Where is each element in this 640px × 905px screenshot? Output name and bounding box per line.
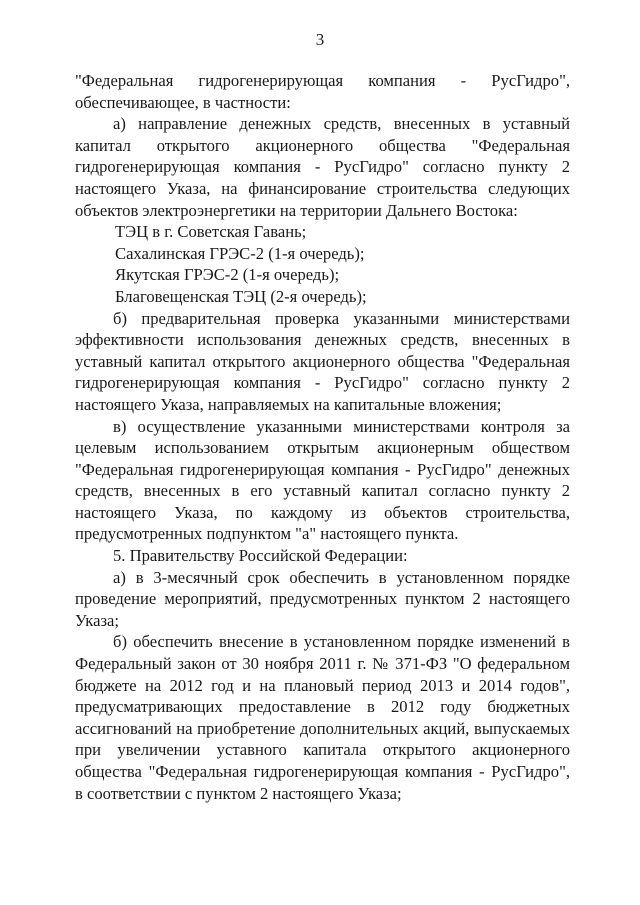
- text-line: уставный капитал открытого акционерного общества "Федеральная: [75, 351, 570, 371]
- text-line: "Федеральная гидрогенерирующая компания - РусГидро" денежных: [75, 459, 570, 479]
- text-line: при увеличении уставного капитала открытого акционерного: [75, 740, 570, 760]
- text-line: Благовещенская ТЭЦ (2-я очередь);: [115, 286, 367, 306]
- text-line: обеспечивающее, в частности:: [75, 92, 291, 112]
- text-line: гидрогенерирующая компания - РусГидро" согласно пункту 2: [75, 157, 570, 177]
- text-line: настоящего Указа, по каждому из объектов строительства,: [75, 502, 570, 522]
- text-line: Указа;: [75, 610, 119, 630]
- text-line: б) обеспечить внесение в установленном порядке изменений в: [113, 632, 570, 652]
- text-line: а) в 3-месячный срок обеспечить в установленном порядке: [113, 567, 570, 587]
- text-line: Якутская ГРЭС-2 (1-я очередь);: [115, 265, 340, 285]
- text-line: предусмотренных подпунктом "а" настоящего пункта.: [75, 524, 459, 544]
- text-line: капитал открытого акционерного общества "Федеральная: [75, 135, 570, 155]
- page-number: 3: [315, 30, 325, 49]
- text-line: общества "Федеральная гидрогенерирующая компания - РусГидро",: [75, 762, 570, 781]
- text-line: а) направление денежных средств, внесенных в уставный: [113, 114, 570, 134]
- text-line: целевым использованием открытым акционерным обществом: [75, 438, 570, 458]
- text-line: в) осуществление указанными министерствами контроля за: [113, 416, 570, 436]
- text-line: настоящего Указа, направляемых на капитальные вложения;: [75, 394, 502, 414]
- text-line: "Федеральная гидрогенерирующая компания - РусГидро",: [75, 71, 570, 90]
- text-line: настоящего Указа, на финансирование строительства следующих: [75, 178, 570, 198]
- text-line: объектов электроэнергетики на территории Дальнего Востока:: [75, 200, 518, 220]
- text-line: 5. Правительству Российской Федерации:: [113, 546, 408, 566]
- text-line: Сахалинская ГРЭС-2 (1-я очередь);: [115, 243, 365, 263]
- text-line: ТЭЦ в г. Советская Гавань;: [115, 222, 307, 242]
- text-line: средств, внесенных в его уставный капитал согласно пункту 2: [75, 481, 570, 501]
- text-line: Федеральный закон от 30 ноября 2011 г. № 371-ФЗ "О федеральном: [75, 654, 570, 674]
- text-line: в соответствии с пунктом 2 настоящего Указа;: [75, 783, 402, 803]
- text-line: гидрогенерирующая компания - РусГидро" согласно пункту 2: [75, 373, 570, 393]
- text-line: бюджете на 2012 год и на плановый период 2013 и 2014 годов",: [75, 675, 570, 695]
- text-line: предусматривающих предоставление в 2012 году бюджетных: [75, 697, 570, 717]
- document-body: [75, 70, 570, 804]
- text-line: б) предварительная проверка указанными министерствами: [113, 308, 570, 328]
- text-line: эффективности использования денежных средств, внесенных в: [75, 330, 570, 350]
- text-line: ассигнований на приобретение дополнительных акций, выпускаемых: [75, 718, 570, 738]
- text-line: проведение мероприятий, предусмотренных пунктом 2 настоящего: [75, 589, 570, 609]
